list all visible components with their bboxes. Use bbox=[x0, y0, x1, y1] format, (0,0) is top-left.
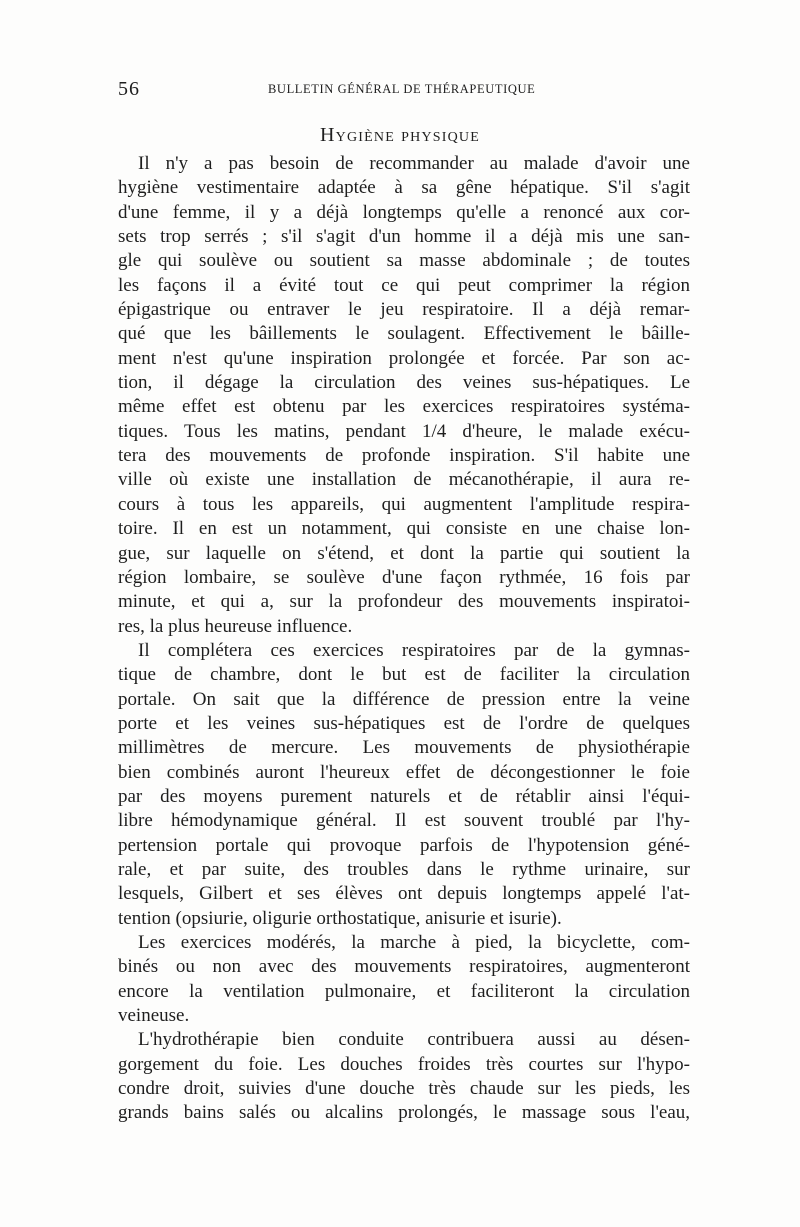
text-line: cours à tous les appareils, qui augmentent l'amplitude respira- bbox=[118, 493, 690, 515]
text-line: pertension portale qui provoque parfois de l'hypotension géné- bbox=[118, 834, 690, 856]
section-heading: Hygiène physique bbox=[320, 124, 480, 146]
text-line: minute, et qui a, sur la profondeur des mouvements inspiratoi- bbox=[118, 591, 690, 613]
text-line: portale. On sait que la différence de pression entre la veine bbox=[118, 688, 690, 710]
text-line: ville où existe une installation de mécanothérapie, il aura re- bbox=[118, 469, 690, 491]
text-line: encore la ventilation pulmonaire, et faciliteront la circulation bbox=[118, 980, 690, 1002]
text-line: res, la plus heureuse influence. bbox=[118, 615, 353, 637]
text-line: rale, et par suite, des troubles dans le rythme urinaire, sur bbox=[118, 858, 690, 880]
text-line: tion, il dégage la circulation des veines sus-hépatiques. Le bbox=[118, 372, 690, 394]
text-line: même effet est obtenu par les exercices respiratoires systéma- bbox=[118, 396, 690, 418]
text-line: L'hydrothérapie bien conduite contribuera aussi au désen- bbox=[138, 1029, 690, 1051]
text-line: tention (opsiurie, oligurie orthostatique, anisurie et isurie). bbox=[118, 907, 562, 929]
text-line: tiques. Tous les matins, pendant 1/4 d'heure, le malade exécu- bbox=[118, 420, 690, 442]
text-line: Il n'y a pas besoin de recommander au malade d'avoir une bbox=[138, 153, 690, 174]
text-line: qué que les bâillements le soulagent. Effectivement le bâille- bbox=[118, 323, 690, 345]
text-line: épigastrique ou entraver le jeu respiratoire. Il a déjà remar- bbox=[118, 299, 690, 321]
text-line: Les exercices modérés, la marche à pied, la bicyclette, com- bbox=[138, 932, 690, 953]
text-line: Il complétera ces exercices respiratoires par de la gymnas- bbox=[138, 639, 690, 661]
text-line: tera des mouvements de profonde inspiration. S'il habite une bbox=[118, 445, 690, 467]
text-line: hygiène vestimentaire adaptée à sa gêne hépatique. S'il s'agit bbox=[118, 177, 690, 199]
text-line: millimètres de mercure. Les mouvements de physiothérapie bbox=[118, 737, 690, 759]
text-line: bien combinés auront l'heureux effet de décongestionner le foie bbox=[118, 761, 690, 783]
text-line: ment n'est qu'une inspiration prolongée et forcée. Par son ac- bbox=[118, 347, 690, 369]
text-line: gle qui soulève ou soutient sa masse abdominale ; de toutes bbox=[118, 250, 690, 272]
text-line: toire. Il en est un notamment, qui consiste en une chaise lon- bbox=[118, 518, 690, 540]
text-line: grands bains salés ou alcalins prolongés, le massage sous l'eau, bbox=[118, 1102, 690, 1124]
text-line: gorgement du foie. Les douches froides très courtes sur l'hypo- bbox=[118, 1053, 690, 1075]
text-line: lesquels, Gilbert et ses élèves ont depuis longtemps appelé l'at- bbox=[118, 883, 690, 905]
journal-title: BULLETIN GÉNÉRAL DE THÉRAPEUTIQUE bbox=[268, 82, 536, 96]
text-line: les façons il a évité tout ce qui peut comprimer la région bbox=[118, 274, 690, 296]
text-line: binés ou non avec des mouvements respiratoires, augmenteront bbox=[118, 956, 690, 978]
text-line: gue, sur laquelle on s'étend, et dont la partie qui soutient la bbox=[118, 542, 690, 564]
text-line: tique de chambre, dont le but est de faciliter la circulation bbox=[118, 664, 690, 686]
text-line: d'une femme, il y a déjà longtemps qu'elle a renoncé aux cor- bbox=[118, 201, 690, 223]
text-line: sets trop serrés ; s'il s'agit d'un homme il a déjà mis une san- bbox=[118, 226, 690, 248]
text-line: porte et les veines sus-hépatiques est de l'ordre de quelques bbox=[118, 712, 690, 734]
text-line: veineuse. bbox=[118, 1005, 190, 1027]
running-head bbox=[118, 78, 690, 102]
body-text bbox=[118, 152, 690, 1126]
text-line: par des moyens purement naturels et de rétablir ainsi l'équi- bbox=[118, 785, 690, 807]
text-line: libre hémodynamique général. Il est souvent troublé par l'hy- bbox=[118, 810, 690, 832]
page-number: 56 bbox=[118, 78, 140, 100]
text-line: région lombaire, se soulève d'une façon rythmée, 16 fois par bbox=[118, 566, 690, 588]
text-line: condre droit, suivies d'une douche très chaude sur les pieds, les bbox=[118, 1078, 690, 1100]
